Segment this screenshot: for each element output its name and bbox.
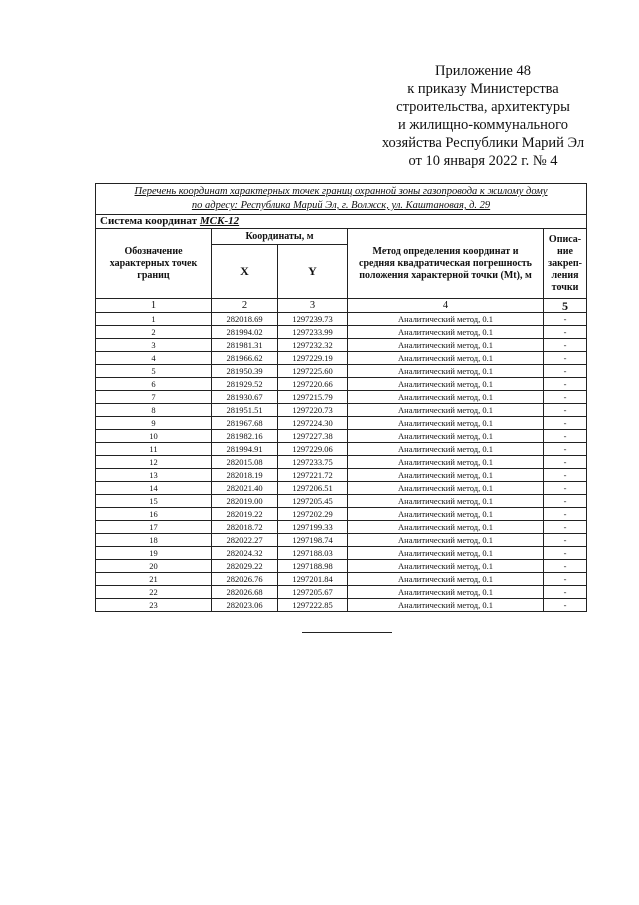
x-coordinate: 282018.69 xyxy=(212,313,278,326)
method-text: Аналитический метод, 0.1 xyxy=(348,508,544,521)
method-text: Аналитический метод, 0.1 xyxy=(348,391,544,404)
point-number: 5 xyxy=(96,365,212,378)
table-row xyxy=(96,417,587,430)
x-coordinate: 282022.27 xyxy=(212,534,278,547)
x-coordinate: 282024.32 xyxy=(212,547,278,560)
table-row xyxy=(96,586,587,599)
y-coordinate: 1297233.75 xyxy=(278,456,348,469)
x-coordinate: 281951.51 xyxy=(212,404,278,417)
x-coordinate: 282029.22 xyxy=(212,560,278,573)
point-number: 20 xyxy=(96,560,212,573)
method-text: Аналитический метод, 0.1 xyxy=(348,339,544,352)
description-text: - xyxy=(544,586,587,599)
description-text: - xyxy=(544,482,587,495)
method-text: Аналитический метод, 0.1 xyxy=(348,560,544,573)
x-coordinate: 282019.22 xyxy=(212,508,278,521)
method-text: Аналитический метод, 0.1 xyxy=(348,547,544,560)
y-coordinate: 1297188.03 xyxy=(278,547,348,560)
y-coordinate: 1297205.67 xyxy=(278,586,348,599)
description-text: - xyxy=(544,599,587,612)
method-text: Аналитический метод, 0.1 xyxy=(348,430,544,443)
column-number: 1 xyxy=(96,299,212,313)
x-coordinate: 281950.39 xyxy=(212,365,278,378)
x-coordinate: 281982.16 xyxy=(212,430,278,443)
header-line: к приказу Министерства xyxy=(407,81,559,97)
table-row xyxy=(96,313,587,326)
header-y: Y xyxy=(278,245,348,299)
header-designation: Обозначение характерных точек границ xyxy=(96,229,212,299)
y-coordinate: 1297220.66 xyxy=(278,378,348,391)
description-text: - xyxy=(544,391,587,404)
description-text: - xyxy=(544,378,587,391)
point-number: 13 xyxy=(96,469,212,482)
description-text: - xyxy=(544,469,587,482)
y-coordinate: 1297224.30 xyxy=(278,417,348,430)
table-title-line-1: Перечень координат характерных точек границ охранной зоны газопровода к жилому дому xyxy=(134,186,548,197)
method-text: Аналитический метод, 0.1 xyxy=(348,378,544,391)
description-text: - xyxy=(544,521,587,534)
point-number: 8 xyxy=(96,404,212,417)
point-number: 19 xyxy=(96,547,212,560)
table-row xyxy=(96,495,587,508)
point-number: 18 xyxy=(96,534,212,547)
table-row xyxy=(96,469,587,482)
footer-divider xyxy=(302,632,392,633)
method-text: Аналитический метод, 0.1 xyxy=(348,495,544,508)
y-coordinate: 1297202.29 xyxy=(278,508,348,521)
description-text: - xyxy=(544,430,587,443)
y-coordinate: 1297188.98 xyxy=(278,560,348,573)
x-coordinate: 281966.62 xyxy=(212,352,278,365)
y-coordinate: 1297206.51 xyxy=(278,482,348,495)
table-row xyxy=(96,508,587,521)
table-row xyxy=(96,456,587,469)
appendix-header xyxy=(360,62,606,170)
table-row xyxy=(96,521,587,534)
method-text: Аналитический метод, 0.1 xyxy=(348,586,544,599)
header-line: от 10 января 2022 г. № 4 xyxy=(408,153,558,169)
point-number: 6 xyxy=(96,378,212,391)
y-coordinate: 1297229.06 xyxy=(278,443,348,456)
method-text: Аналитический метод, 0.1 xyxy=(348,404,544,417)
description-text: - xyxy=(544,404,587,417)
x-coordinate: 281994.02 xyxy=(212,326,278,339)
point-number: 11 xyxy=(96,443,212,456)
header-description: Описа-ние закреп-ления точки xyxy=(544,229,587,299)
table-row xyxy=(96,573,587,586)
x-coordinate: 281981.31 xyxy=(212,339,278,352)
description-text: - xyxy=(544,573,587,586)
x-coordinate: 282015.08 xyxy=(212,456,278,469)
description-text: - xyxy=(544,534,587,547)
point-number: 14 xyxy=(96,482,212,495)
x-coordinate: 281967.68 xyxy=(212,417,278,430)
header-method: Метод определения координат и средняя квадратическая погрешность положения характерной точки (Mt), м xyxy=(348,229,544,299)
method-text: Аналитический метод, 0.1 xyxy=(348,456,544,469)
point-number: 4 xyxy=(96,352,212,365)
description-text: - xyxy=(544,352,587,365)
description-text: - xyxy=(544,560,587,573)
y-coordinate: 1297220.73 xyxy=(278,404,348,417)
table-row xyxy=(96,599,587,612)
point-number: 7 xyxy=(96,391,212,404)
y-coordinate: 1297233.99 xyxy=(278,326,348,339)
coordinate-system xyxy=(96,215,587,229)
table-row xyxy=(96,430,587,443)
table-row xyxy=(96,365,587,378)
table-row xyxy=(96,391,587,404)
table-row xyxy=(96,326,587,339)
y-coordinate: 1297201.84 xyxy=(278,573,348,586)
x-coordinate: 282021.40 xyxy=(212,482,278,495)
description-text: - xyxy=(544,417,587,430)
point-number: 10 xyxy=(96,430,212,443)
header-line: и жилищно-коммунального xyxy=(397,117,569,133)
description-text: - xyxy=(544,339,587,352)
coordinates-table xyxy=(95,183,587,612)
x-coordinate: 282026.68 xyxy=(212,586,278,599)
description-text: - xyxy=(544,456,587,469)
method-text: Аналитический метод, 0.1 xyxy=(348,326,544,339)
point-number: 17 xyxy=(96,521,212,534)
table-row xyxy=(96,560,587,573)
method-text: Аналитический метод, 0.1 xyxy=(348,417,544,430)
y-coordinate: 1297225.60 xyxy=(278,365,348,378)
point-number: 23 xyxy=(96,599,212,612)
table-row xyxy=(96,352,587,365)
x-coordinate: 282018.19 xyxy=(212,469,278,482)
method-text: Аналитический метод, 0.1 xyxy=(348,443,544,456)
x-coordinate: 281930.67 xyxy=(212,391,278,404)
coordinate-system-name: МСК-12 xyxy=(199,215,240,227)
table-row xyxy=(96,482,587,495)
point-number: 1 xyxy=(96,313,212,326)
description-text: - xyxy=(544,313,587,326)
point-number: 9 xyxy=(96,417,212,430)
point-number: 21 xyxy=(96,573,212,586)
table-row xyxy=(96,443,587,456)
header-x: X xyxy=(212,245,278,299)
x-coordinate: 281994.91 xyxy=(212,443,278,456)
x-coordinate: 282018.72 xyxy=(212,521,278,534)
description-text: - xyxy=(544,365,587,378)
description-text: - xyxy=(544,495,587,508)
table-row xyxy=(96,404,587,417)
x-coordinate: 281929.52 xyxy=(212,378,278,391)
point-number: 16 xyxy=(96,508,212,521)
column-number: 4 xyxy=(348,299,544,313)
column-number: 3 xyxy=(278,299,348,313)
point-number: 3 xyxy=(96,339,212,352)
point-number: 22 xyxy=(96,586,212,599)
method-text: Аналитический метод, 0.1 xyxy=(348,469,544,482)
y-coordinate: 1297199.33 xyxy=(278,521,348,534)
table-row xyxy=(96,534,587,547)
y-coordinate: 1297222.85 xyxy=(278,599,348,612)
point-number: 12 xyxy=(96,456,212,469)
column-number: 5 xyxy=(544,299,587,313)
method-text: Аналитический метод, 0.1 xyxy=(348,521,544,534)
table-row xyxy=(96,378,587,391)
method-text: Аналитический метод, 0.1 xyxy=(348,573,544,586)
table-row xyxy=(96,339,587,352)
header-line: Приложение 48 xyxy=(435,63,531,79)
table-title-line-2: по адресу: Республика Марий Эл, г. Волжск, ул. Каштановая, д. 29 xyxy=(191,200,491,211)
description-text: - xyxy=(544,508,587,521)
table-title xyxy=(96,184,587,215)
description-text: - xyxy=(544,326,587,339)
method-text: Аналитический метод, 0.1 xyxy=(348,534,544,547)
y-coordinate: 1297221.72 xyxy=(278,469,348,482)
y-coordinate: 1297239.73 xyxy=(278,313,348,326)
coordinate-system-label: Система координат xyxy=(100,215,198,227)
column-number: 2 xyxy=(212,299,278,313)
y-coordinate: 1297205.45 xyxy=(278,495,348,508)
method-text: Аналитический метод, 0.1 xyxy=(348,313,544,326)
header-coordinates: Координаты, м xyxy=(212,229,348,245)
y-coordinate: 1297232.32 xyxy=(278,339,348,352)
header-line: строительства, архитектуры xyxy=(396,99,570,115)
description-text: - xyxy=(544,547,587,560)
x-coordinate: 282023.06 xyxy=(212,599,278,612)
method-text: Аналитический метод, 0.1 xyxy=(348,365,544,378)
y-coordinate: 1297229.19 xyxy=(278,352,348,365)
point-number: 15 xyxy=(96,495,212,508)
header-line: хозяйства Республики Марий Эл xyxy=(381,135,585,151)
y-coordinate: 1297198.74 xyxy=(278,534,348,547)
point-number: 2 xyxy=(96,326,212,339)
description-text: - xyxy=(544,443,587,456)
x-coordinate: 282019.00 xyxy=(212,495,278,508)
y-coordinate: 1297215.79 xyxy=(278,391,348,404)
y-coordinate: 1297227.38 xyxy=(278,430,348,443)
method-text: Аналитический метод, 0.1 xyxy=(348,352,544,365)
method-text: Аналитический метод, 0.1 xyxy=(348,599,544,612)
x-coordinate: 282026.76 xyxy=(212,573,278,586)
method-text: Аналитический метод, 0.1 xyxy=(348,482,544,495)
table-row xyxy=(96,547,587,560)
